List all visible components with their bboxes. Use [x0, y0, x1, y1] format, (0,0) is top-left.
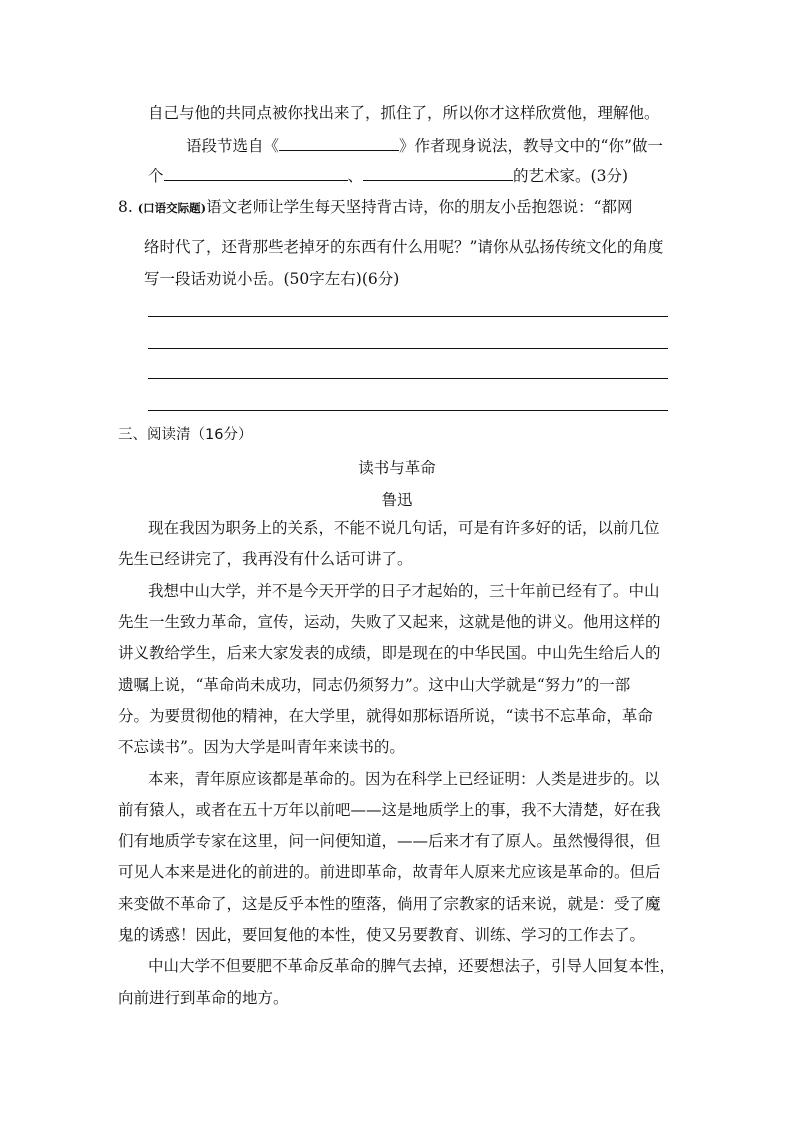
text-l3a: 个 — [148, 167, 164, 185]
text-l3b: 、 — [347, 167, 364, 185]
text-l3c: 的艺术家。(3分) — [513, 167, 628, 185]
text-q8: 语文老师让学生每天坚持背古诗，你的朋友小岳抱怨说：“都网 — [206, 198, 633, 216]
question-8-tag: (口语交际题) — [137, 201, 207, 215]
body-line-9: 本来，青年原应该都是革命的。因为在科学上已经证明：人类是进步的。以 — [148, 770, 660, 788]
text-section-heading: 三、阅读清（16分） — [118, 427, 253, 443]
text-l1: 自己与他的共同点被你找出来了，抓住了，所以你才这样欣赏他，理解他。 — [148, 104, 660, 122]
section-heading — [118, 425, 252, 445]
question-8-line-1 — [118, 197, 633, 218]
body-line-3: 我想中山大学，并不是今天开学的日子才起始的，三十年前已经有了。中山 — [148, 582, 660, 600]
article-author: 鲁迅 — [381, 491, 413, 509]
answer-blank-artist-1[interactable] — [164, 165, 348, 181]
body-line-14: 鬼的诱惑！因此，要回复他的本性，使又另要教育、训练、学习的工作去了。 — [118, 926, 646, 944]
answer-rule-3[interactable] — [148, 378, 668, 379]
answer-rule-1[interactable] — [148, 316, 668, 317]
answer-rule-4[interactable] — [148, 410, 668, 411]
text-l2b: 》作者现身说法，教导文中的“你”做一 — [399, 137, 663, 155]
question-8-number: 8. — [118, 198, 133, 216]
body-line-1: 现在我因为职务上的关系，不能不说几句话，可是有许多好的话，以前几位 — [148, 519, 660, 537]
passage-continuation-line — [148, 103, 660, 123]
question-7-line-2 — [148, 165, 628, 186]
article-title: 读书与革命 — [358, 459, 436, 477]
text-l2a: 语段节选自《 — [186, 137, 280, 155]
answer-blank-book-title[interactable] — [279, 135, 399, 151]
question-8-line-3 — [144, 269, 399, 289]
question-8-line-2 — [144, 237, 663, 257]
body-line-7: 分。为要贯彻他的精神，在大学里，就得如那标语所说，“读书不忘革命，革命 — [118, 707, 653, 725]
body-line-11: 们有地质学专家在这里，问一问便知道，——后来才有了原人。虽然慢得很，但 — [118, 832, 661, 850]
body-line-16: 向前进行到革命的地方。 — [118, 989, 289, 1007]
text-q8-l2: 络时代了，还背那些老掉牙的东西有什么用呢？”请你从弘扬传统文化的角度 — [144, 238, 664, 256]
body-line-10: 前有猿人，或者在五十万年以前吧——这是地质学上的事，我不大清楚，好在我 — [118, 801, 661, 819]
body-line-15: 中山大学不但要肥不革命反革命的脾气去掉，还要想法子，引导人回复本性， — [148, 957, 676, 975]
body-line-12: 可见人本来是进化的前进的。前进即革命，故青年人原来尤应该是革命的。但后 — [118, 863, 661, 881]
answer-rule-2[interactable] — [148, 348, 668, 349]
text-q8-l3: 写一段话劝说小岳。(50字左右)(6分) — [144, 270, 400, 288]
body-line-13: 来变做不革命了，这是反乎本性的堕落，倘用了宗教家的话来说，就是：受了魔 — [118, 895, 661, 913]
body-line-8: 不忘读书”。因为大学是叫青年来读书的。 — [118, 738, 405, 756]
body-line-5: 讲义教给学生，后来大家发表的成绩，即是现在的中华民国。中山先生给后人的 — [118, 644, 661, 662]
question-7-line-1 — [186, 135, 663, 156]
body-line-6: 遗嘱上说，“革命尚未成功，同志仍须努力”。这中山大学就是“努力”的一部 — [118, 676, 631, 694]
body-line-4: 先生一生致力革命，宣传，运动，失败了又起来，这就是他的讲义。他用这样的 — [118, 613, 661, 631]
body-line-2: 先生已经讲完了，我再没有什么话可讲了。 — [118, 550, 413, 568]
answer-blank-artist-2[interactable] — [363, 165, 513, 181]
